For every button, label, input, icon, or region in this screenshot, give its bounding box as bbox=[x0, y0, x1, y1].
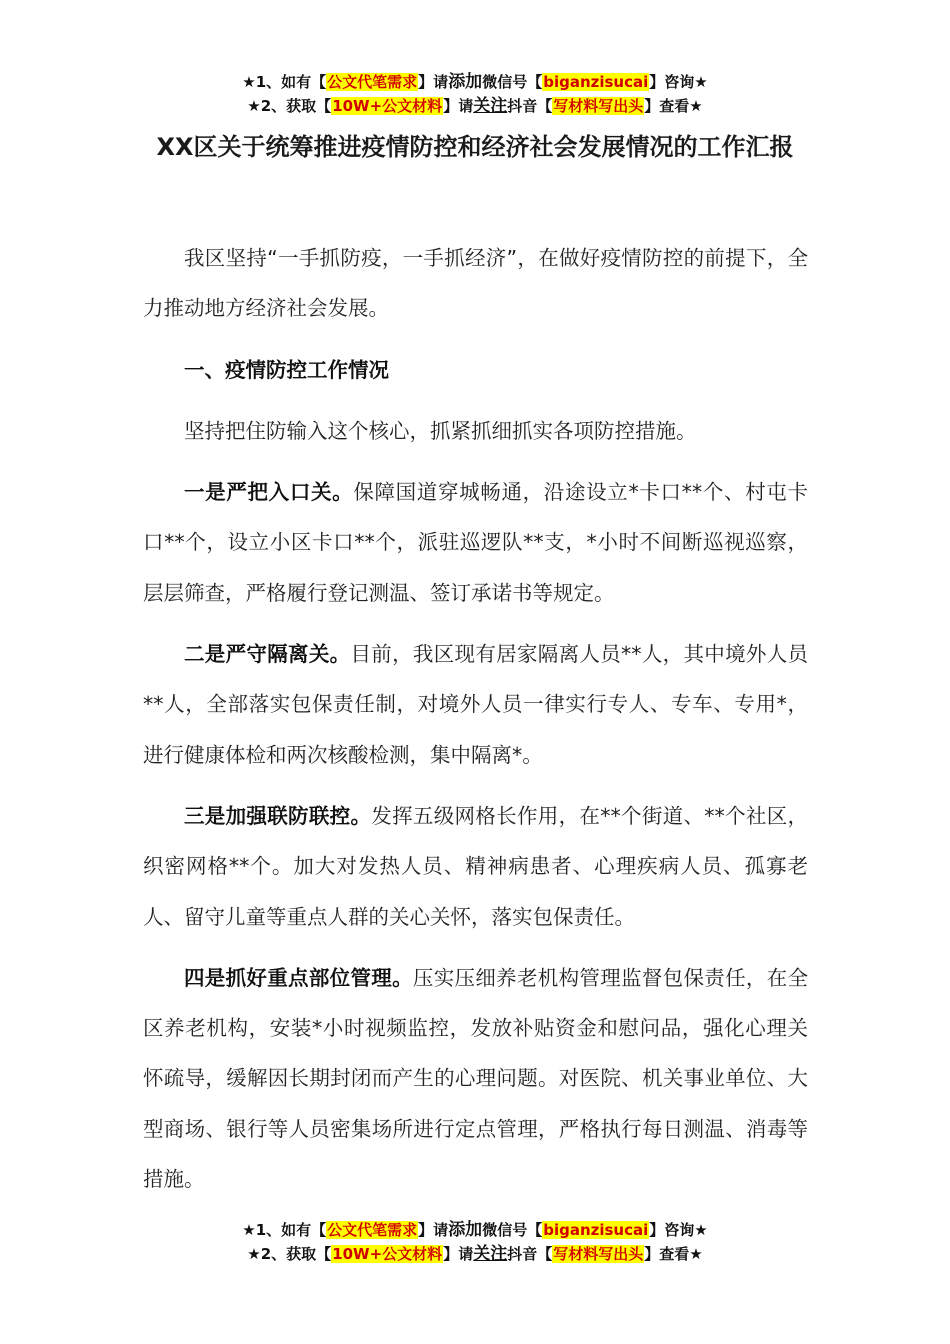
item-label: 一是严把入口关。 bbox=[184, 480, 354, 505]
promo-emphasis: 添加 bbox=[448, 1220, 483, 1240]
promo-text: 抖音【 bbox=[507, 1245, 553, 1263]
promo-highlight: 公文代笔需求 bbox=[327, 73, 418, 91]
section-lead-paragraph: 坚持把住防输入这个核心，抓紧抓细抓实各项防控措施。 bbox=[184, 418, 697, 443]
item-text: 压实压细养老机构管理监督包保责任，在全区养老机构，安装*小时视频监控，发放补贴资金和慰问品，强化心理关怀疏导，缓解因长期封闭而产生的心理问题。对医院、机关事业单位、大型商场、银行等人员密集场所进行定点管理，严格执行每日测温、消毒等措施。 bbox=[143, 965, 809, 1192]
promo-wechat-id: biganzisucai bbox=[543, 73, 649, 91]
item-paragraph bbox=[143, 791, 808, 942]
promo-text: ★2、获取【 bbox=[247, 97, 332, 115]
promo-text: 】请 bbox=[418, 73, 449, 91]
promo-text: 】查看★ bbox=[644, 97, 703, 115]
section-heading: 一、疫情防控工作情况 bbox=[184, 357, 389, 382]
document-body bbox=[143, 233, 808, 1215]
item-paragraph bbox=[143, 467, 808, 618]
promo-line-1 bbox=[0, 70, 950, 94]
item-text: 发挥五级网格长作用，在**个街道、**个社区，织密网格**个。加大对发热人员、精神病患者、心理疾病人员、孤寡老人、留守儿童等重点人群的关心关怀，落实包保责任。 bbox=[143, 803, 809, 929]
promo-emphasis: 关注 bbox=[473, 96, 508, 116]
promo-douyin-id: 写材料写出头 bbox=[553, 97, 644, 115]
promo-text: 】请 bbox=[443, 97, 474, 115]
promo-text: 】查看★ bbox=[644, 1245, 703, 1263]
promo-text: ★1、如有【 bbox=[242, 1221, 327, 1239]
item-label: 三是加强联防联控。 bbox=[184, 803, 372, 828]
promo-highlight: 10W+公文材料 bbox=[332, 97, 443, 115]
item-paragraph bbox=[143, 629, 808, 780]
promo-douyin-id: 写材料写出头 bbox=[553, 1245, 644, 1263]
item-label: 四是抓好重点部位管理。 bbox=[184, 965, 413, 990]
item-paragraph bbox=[143, 953, 808, 1204]
promo-wechat-id: biganzisucai bbox=[543, 1221, 649, 1239]
promo-text: 】咨询★ bbox=[649, 1221, 708, 1239]
promo-text: 】请 bbox=[443, 1245, 474, 1263]
item-label: 二是严守隔离关。 bbox=[184, 642, 351, 667]
promo-banner-bottom bbox=[0, 1218, 950, 1266]
document-title: XX区关于统筹推进疫情防控和经济社会发展情况的工作汇报 bbox=[156, 133, 794, 161]
promo-line-2 bbox=[0, 94, 950, 118]
promo-highlight: 公文代笔需求 bbox=[327, 1221, 418, 1239]
promo-text: 抖音【 bbox=[507, 97, 553, 115]
promo-text: ★2、获取【 bbox=[247, 1245, 332, 1263]
promo-line-2 bbox=[0, 1242, 950, 1266]
promo-text: 微信号【 bbox=[482, 73, 543, 91]
promo-text: ★1、如有【 bbox=[242, 73, 327, 91]
promo-text: 微信号【 bbox=[482, 1221, 543, 1239]
promo-text: 】请 bbox=[418, 1221, 449, 1239]
promo-text: 】咨询★ bbox=[649, 73, 708, 91]
promo-emphasis: 关注 bbox=[473, 1244, 508, 1264]
promo-emphasis: 添加 bbox=[448, 72, 483, 92]
intro-paragraph: 我区坚持“一手抓防疫，一手抓经济”，在做好疫情防控的前提下，全力推动地方经济社会发展。 bbox=[143, 246, 808, 321]
promo-banner-top bbox=[0, 70, 950, 118]
item-text: 保障国道穿城畅通，沿途设立*卡口**个、村屯卡口**个，设立小区卡口**个，派驻巡逻队**支，*小时不间断巡视巡察，层层筛查，严格履行登记测温、签订承诺书等规定。 bbox=[143, 480, 809, 605]
promo-line-1 bbox=[0, 1218, 950, 1242]
promo-highlight: 10W+公文材料 bbox=[332, 1245, 443, 1263]
item-text: 目前，我区现有居家隔离人员**人，其中境外人员**人，全部落实包保责任制，对境外人员一律实行专人、专车、专用*，进行健康体检和两次核酸检测，集中隔离*。 bbox=[143, 642, 809, 767]
